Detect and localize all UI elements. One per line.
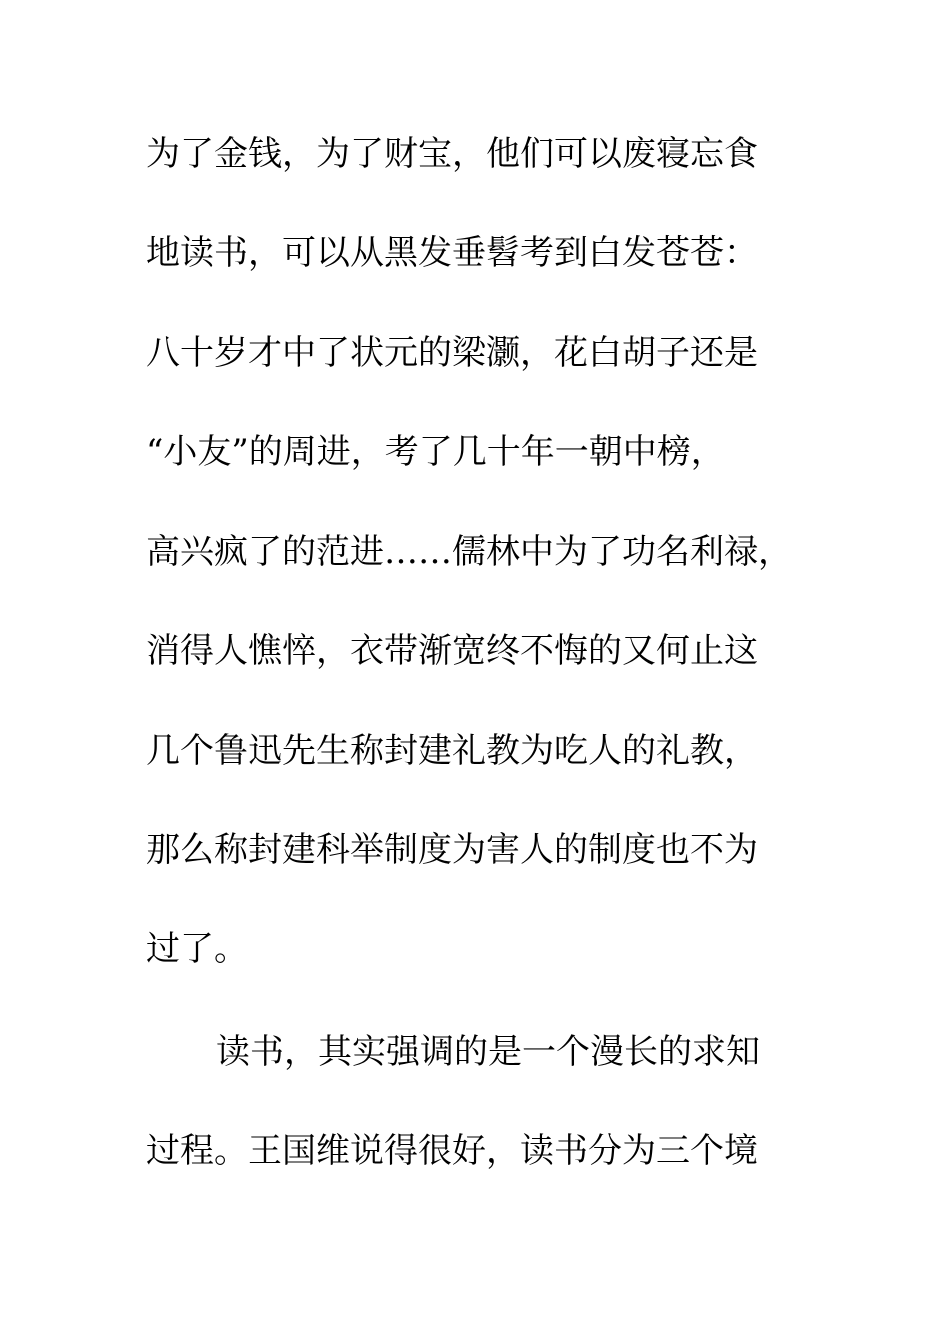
text-line-2: 地读书，可以从黑发垂髫考到白发苍苍： bbox=[146, 233, 758, 273]
text-line-1: 为了金钱，为了财宝，他们可以废寝忘食 bbox=[146, 134, 758, 174]
text-line-8: 那么称封建科举制度为害人的制度也不为 bbox=[146, 830, 758, 870]
text-line-9: 过了。 bbox=[146, 929, 248, 969]
text-line-4: “小友”的周进，考了几十年一朝中榜， bbox=[146, 432, 725, 472]
text-line-7: 几个鲁迅先生称封建礼教为吃人的礼教， bbox=[146, 731, 758, 771]
text-line-3: 八十岁才中了状元的梁灏，花白胡子还是 bbox=[146, 333, 758, 373]
text-line-5: 高兴疯了的范进……儒林中为了功名利禄， bbox=[146, 532, 792, 572]
paragraph-2-line-2: 过程。王国维说得很好，读书分为三个境 bbox=[146, 1131, 758, 1171]
text-line-6: 消得人憔悴，衣带渐宽终不悔的又何止这 bbox=[146, 631, 758, 671]
paragraph-2-line-1: 读书，其实强调的是一个漫长的求知 bbox=[216, 1032, 760, 1072]
